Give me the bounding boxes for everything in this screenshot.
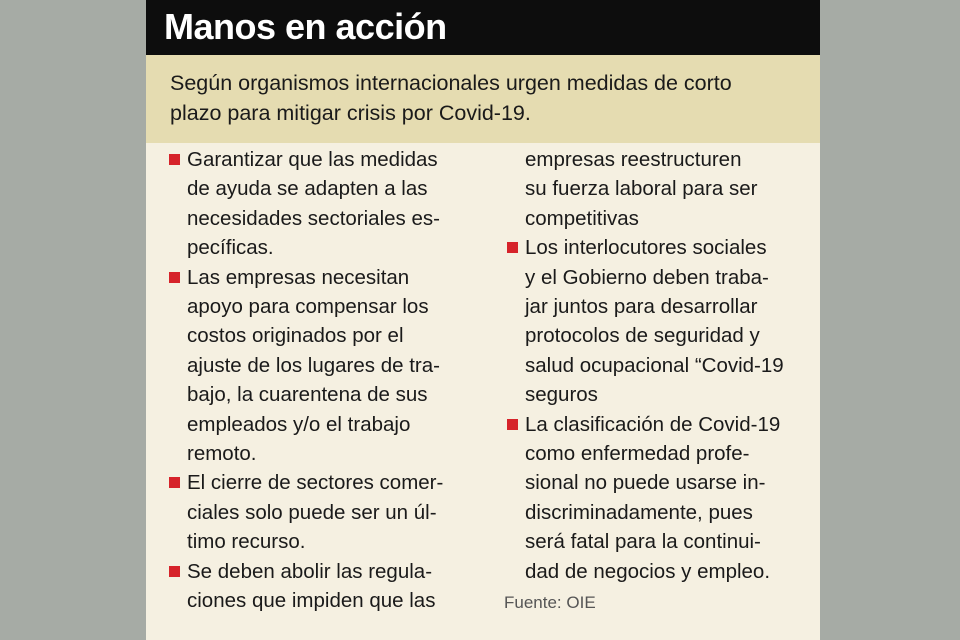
source-credit: Fuente: OIE: [504, 593, 596, 613]
item-line: salud ocupacional “Covid-19: [525, 353, 784, 377]
item-line: Se deben abolir las regula-: [187, 559, 433, 583]
list-item: [166, 557, 466, 616]
item-line: de ayuda se adapten a las: [187, 177, 428, 201]
item-line: como enfermedad profe-: [525, 442, 750, 466]
subtitle-line: Según organismos internacionales urgen medidas de corto: [170, 71, 732, 95]
item-line: bajo, la cuarentena de sus: [187, 383, 428, 407]
item-line: su fuerza laboral para ser: [525, 177, 758, 201]
bullet-square-icon: [169, 477, 180, 488]
item-line: La clasificación de Covid-19: [525, 412, 781, 436]
item-line: jar juntos para desarrollar: [525, 295, 758, 319]
list-item: [166, 468, 466, 556]
item-line: empleados y/o el trabajo: [187, 412, 411, 436]
item-line: Los interlocutores sociales: [525, 236, 767, 260]
bullet-square-icon: [169, 154, 180, 165]
item-line: El cierre de sectores comer-: [187, 471, 444, 495]
page-title: Manos en acción: [164, 6, 447, 47]
item-line: competitivas: [525, 206, 639, 230]
bullet-square-icon: [169, 272, 180, 283]
bullet-square-icon: [169, 566, 180, 577]
item-line: ajuste de los lugares de tra-: [187, 353, 440, 377]
item-line: necesidades sectoriales es-: [187, 206, 440, 230]
item-line: apoyo para compensar los: [187, 295, 429, 319]
bullet-square-icon: [507, 419, 518, 430]
list-item: [504, 233, 814, 409]
list-item: [166, 263, 466, 469]
item-line: discriminadamente, pues: [525, 500, 753, 524]
item-line: ciales solo puede ser un úl-: [187, 500, 437, 524]
list-item: [166, 145, 466, 263]
item-line: Garantizar que las medidas: [187, 148, 438, 171]
list-item-continuation: [504, 145, 814, 233]
title-bar: [146, 0, 820, 55]
item-line: Las empresas necesitan: [187, 265, 410, 289]
item-line: dad de negocios y empleo.: [525, 559, 771, 583]
right-column: [504, 145, 814, 618]
item-line: sional no puede usarse in-: [525, 471, 766, 495]
list-item: [504, 410, 814, 586]
item-line: será fatal para la continui-: [525, 530, 761, 554]
item-line: costos originados por el: [187, 324, 404, 348]
item-line: remoto.: [187, 442, 257, 466]
infographic-card: [146, 0, 820, 640]
subtitle-line: plazo para mitigar crisis por Covid-19.: [170, 101, 531, 125]
subtitle: [170, 68, 810, 128]
item-line: pecíficas.: [187, 236, 274, 260]
subtitle-box: [146, 55, 820, 143]
bullet-square-icon: [507, 242, 518, 253]
item-line: y el Gobierno deben traba-: [525, 265, 769, 289]
item-line: timo recurso.: [187, 530, 306, 554]
left-column: [166, 145, 466, 616]
item-line: protocolos de seguridad y: [525, 324, 760, 348]
item-line: empresas reestructuren: [525, 148, 742, 171]
item-line: ciones que impiden que las: [187, 589, 436, 613]
item-line: seguros: [525, 383, 598, 407]
